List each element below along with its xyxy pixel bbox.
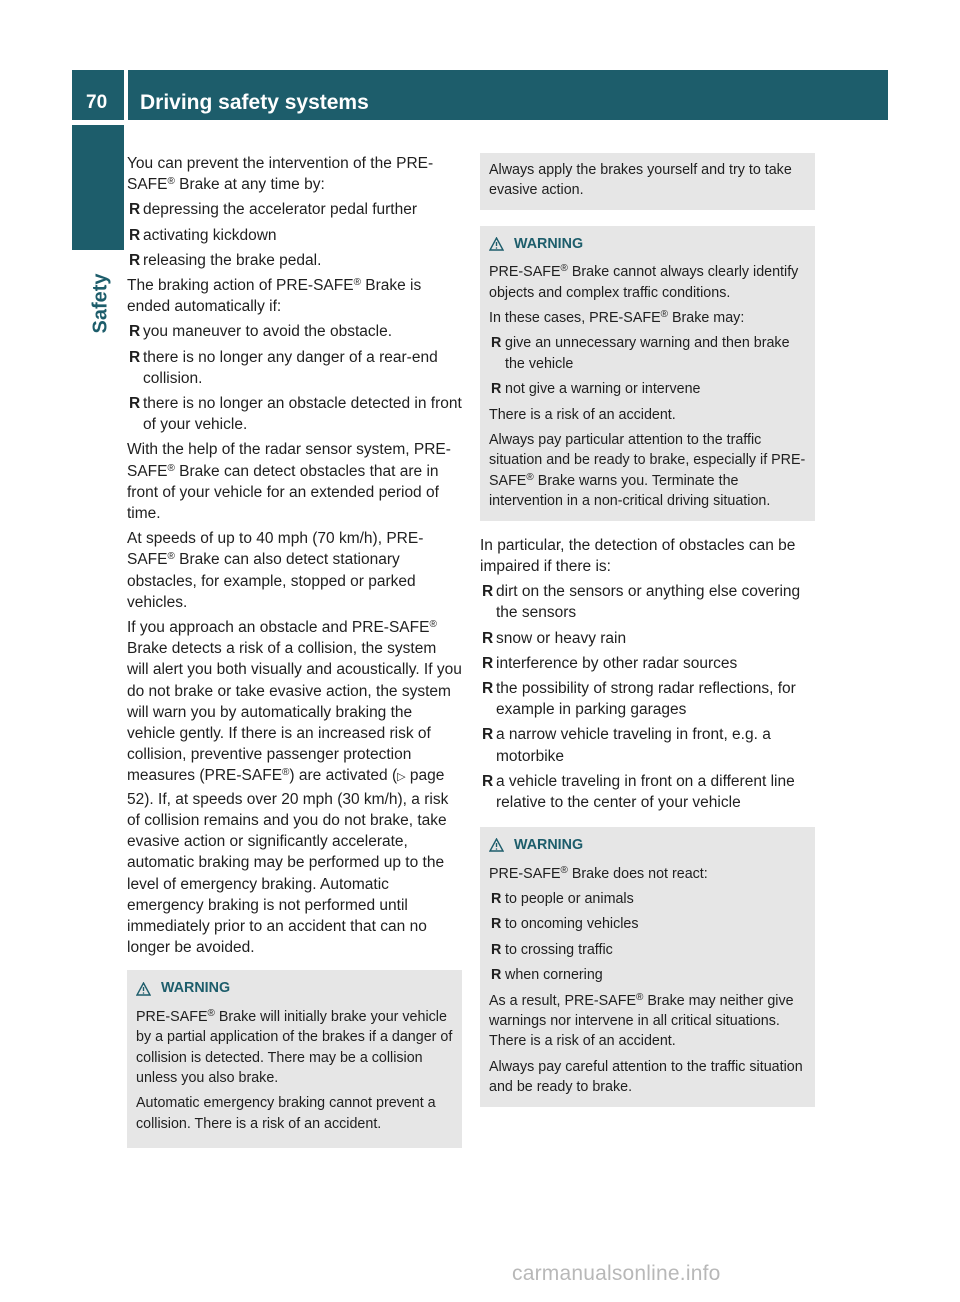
list-item: R dirt on the sensors or anything else covering the sensors [482, 583, 801, 622]
list-item: R activating kickdown [129, 226, 277, 244]
section-title: Driving safety systems [128, 70, 888, 120]
warning-triangle-icon [489, 237, 504, 251]
list-item: R to crossing traffic [491, 941, 613, 958]
paragraph: At speeds of up to 40 mph (70 km/h), PRE-SAFE® Brake can also detect stationary obstacles, for example, stopped or parked vehicles. [127, 530, 424, 611]
side-tab-label: Safety [89, 272, 112, 334]
note-box: Always apply the brakes yourself and try to take evasive action. [480, 153, 815, 210]
warning-box: WARNING PRE-SAFE® Brake cannot always clearly identify objects and complex traffic conditions. In these cases, PRE-SAFE® Brake may: R give an unnecessary warning and then brake the vehicle R not give a warning or intervene There is a risk of an accident. Always pay particular attention to the traffic situation and be ready to brake, especially if PRE-SAFE® Brake warns you. Terminate the intervention in a non-critical driving situation. [480, 226, 815, 521]
list-item: R a vehicle traveling in front on a different line relative to the center of your vehicle [482, 772, 795, 811]
watermark: carmanualsonline.info [512, 1262, 721, 1285]
list-item: R there is no longer any danger of a rear-end collision. [129, 348, 438, 387]
warning-title: WARNING [489, 234, 807, 254]
left-column [127, 153, 462, 1162]
ended-list [127, 321, 462, 435]
warning-triangle-icon [489, 838, 504, 852]
side-tab-block [72, 125, 124, 250]
list-item: R not give a warning or intervene [491, 381, 701, 398]
list-item: R to oncoming vehicles [491, 916, 639, 933]
impairment-list [480, 581, 815, 813]
list-item: R snow or heavy rain [482, 629, 627, 647]
list-item: R interference by other radar sources [482, 654, 738, 672]
list-item: R a narrow vehicle traveling in front, e.g. a motorbike [482, 726, 771, 765]
warning-box: WARNING PRE-SAFE® Brake will initially brake your vehicle by a partial application of the brakes if a danger of collision is detected. There may be a collision unless you also brake. Automatic emergency braking cannot prevent a collision. There is a risk of an accident. [127, 970, 462, 1148]
page-ref-arrow-icon: ▷ [397, 771, 406, 784]
list-item: R when cornering [491, 967, 603, 984]
list-item: R depressing the accelerator pedal further [129, 201, 417, 219]
list-item: R the possibility of strong radar reflections, for example in parking garages [482, 679, 796, 719]
list-item: R there is no longer an obstacle detected in front of your vehicle. [129, 395, 462, 434]
prevent-list [127, 199, 462, 271]
warning-box: WARNING PRE-SAFE® Brake does not react: R to people or animals R to oncoming vehicles R to crossing traffic R when cornering As a result, PRE-SAFE® Brake may neither give warnings nor intervene in all critical situations. There is a risk of an accident. Always pay careful attention to the traffic situation and be ready to brake. [480, 827, 815, 1106]
list-item: R to people or animals [491, 890, 634, 907]
paragraph: If you approach an obstacle and PRE-SAFE® Brake detects a risk of a collision, the system will alert you both visually and acoustically. If you do not brake or take evasive action, the system will warn you by automatically braking the vehicle gently. If there is an increased risk of collision, preventive passenger protection measures (PRE-SAFE®) are activated (▷ page 52). If, at speeds over 20 mph (30 km/h), a risk of collision remains and you do not brake, take evasive action or significantly accelerate, automatic braking may be performed up to the level of emergency braking. Automatic emergency braking is not performed until immediately prior to an accident that can no longer be avoided. [127, 619, 462, 957]
list-item: R you maneuver to avoid the obstacle. [129, 323, 393, 341]
list-item: R give an unnecessary warning and then brake the vehicle [491, 335, 790, 372]
warning-title: WARNING [489, 835, 807, 855]
warning-title: WARNING [136, 978, 454, 998]
page-reference: page 52). If, at speeds over 20 mph (30 km/h), a risk of collision remains and you do not brake, take evasive action or significantly accelerate, automatic braking may be performed up to the level of emergency braking. Automatic emergency braking is not performed until immediately prior to an accident that can no longer be avoided. [127, 767, 449, 957]
paragraph: The braking action of PRE-SAFE® Brake is ended automatically if: [127, 277, 422, 316]
page-number: 70 [72, 70, 124, 120]
paragraph: In particular, the detection of obstacles can be impaired if there is: [480, 536, 796, 575]
warning-triangle-icon [136, 982, 151, 996]
right-column [480, 153, 815, 1121]
list-item: R releasing the brake pedal. [129, 251, 322, 269]
paragraph: With the help of the radar sensor system, PRE-SAFE® Brake can detect obstacles that are in front of your vehicle for an extended period of time. [127, 441, 451, 523]
intro-paragraph: You can prevent the intervention of the PRE-SAFE® Brake at any time by: [127, 155, 434, 194]
